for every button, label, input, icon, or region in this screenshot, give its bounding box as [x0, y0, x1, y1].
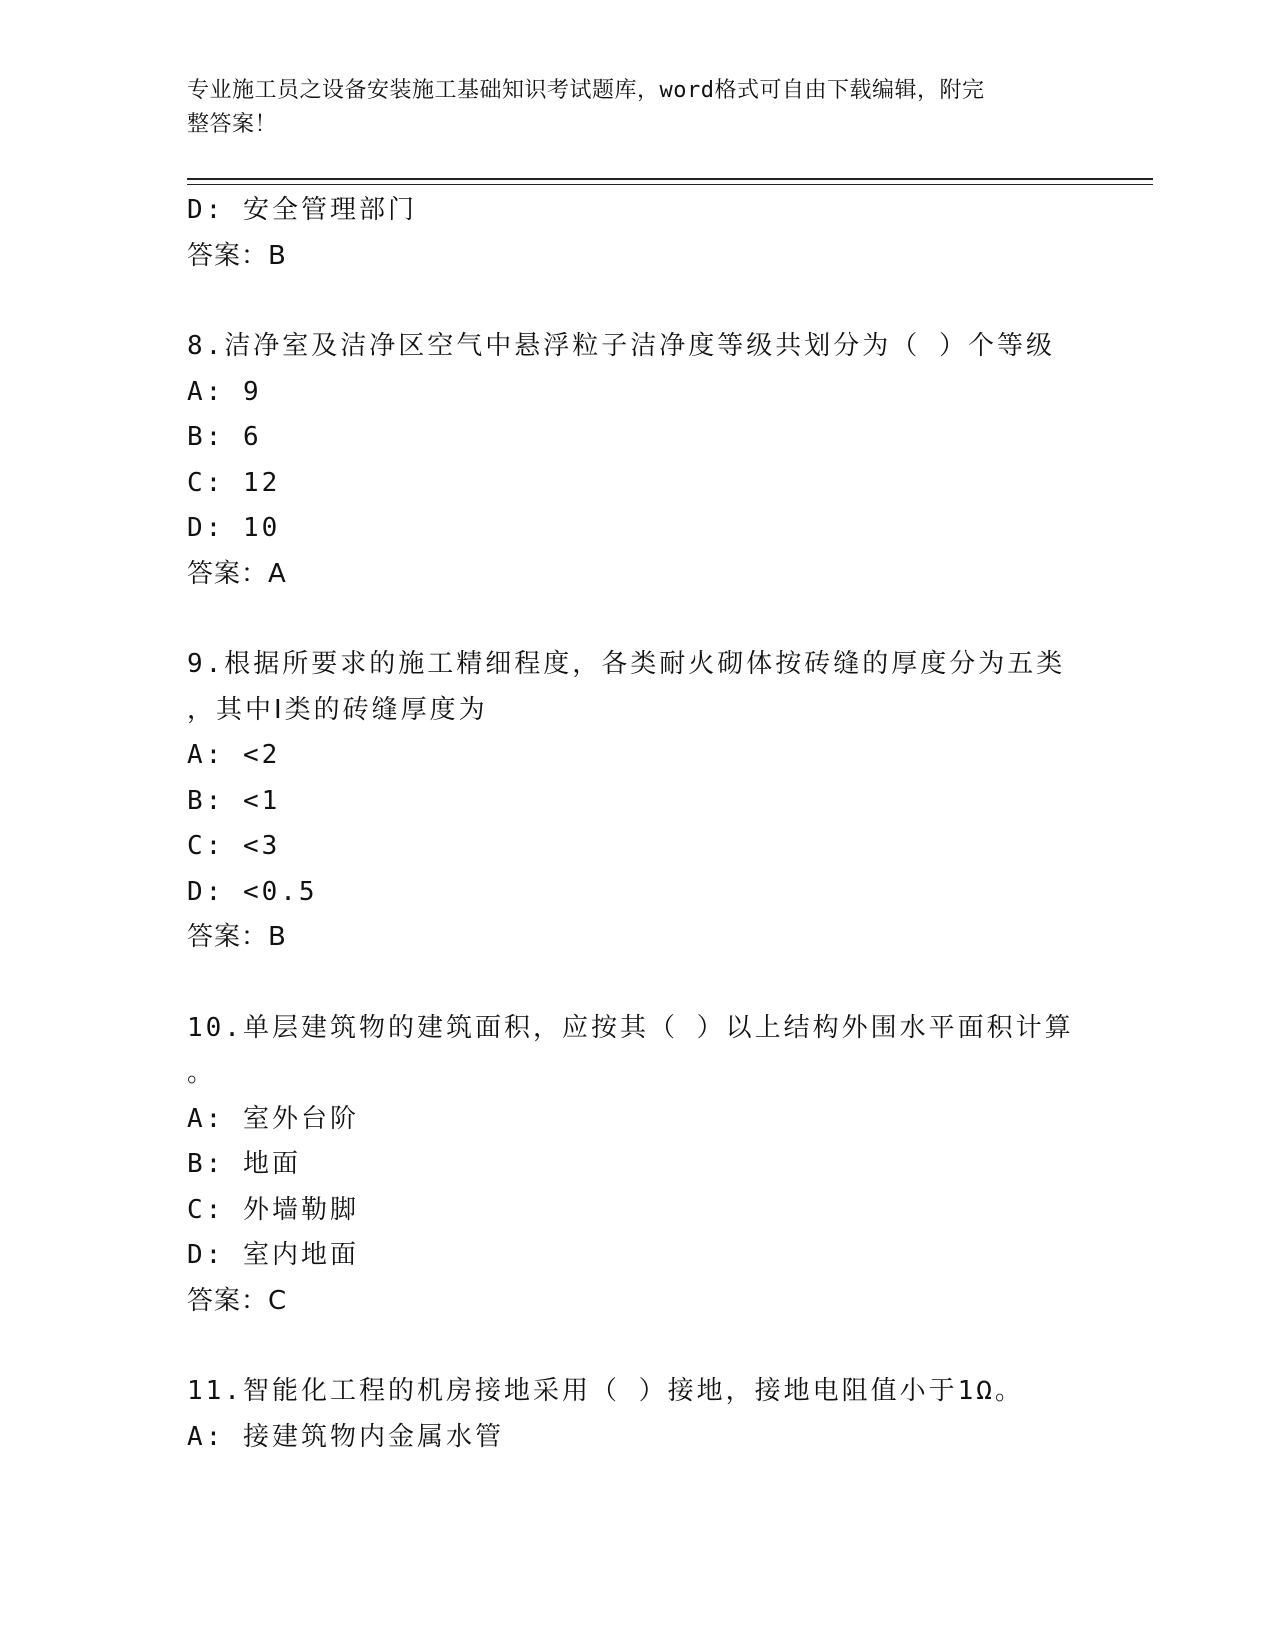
- q7-option-d: D: 安全管理部门: [187, 195, 417, 225]
- q11-option-a: A: 接建筑物内金属水管: [187, 1421, 504, 1452]
- q8-answer: 答案：A: [187, 558, 287, 589]
- question-8: [187, 324, 1067, 597]
- q9-option-b: B: <1: [187, 785, 281, 816]
- q9-option-d: D: <0.5: [187, 876, 318, 907]
- spacer: [187, 279, 1067, 324]
- document-header: [187, 74, 1067, 142]
- q8-stem: 8.洁净室及洁净区空气中悬浮粒子洁净度等级共划分为（ ）个等级: [187, 331, 1055, 361]
- header-line-1: 专业施工员之设备安装施工基础知识考试题库，word格式可自由下载编辑，附完: [187, 78, 985, 103]
- q7-answer: 答案：B: [187, 240, 287, 271]
- q10-option-a: A: 室外台阶: [187, 1103, 359, 1134]
- q11-stem: 11.智能化工程的机房接地采用（ ）接地，接地电阻值小于1Ω。: [187, 1376, 1024, 1406]
- q9-stem-line-2: ，其中Ⅰ类的砖缝厚度为: [187, 694, 488, 725]
- question-list: [187, 188, 1074, 1460]
- question-9: [187, 642, 1067, 961]
- q8-option-d: D: 10: [187, 513, 281, 543]
- q10-stem-line-2: 。: [187, 1058, 217, 1088]
- question-10: [187, 1006, 1074, 1325]
- spacer: [187, 961, 1067, 1006]
- q9-option-a: A: <2: [187, 740, 281, 770]
- q10-option-d: D: 室内地面: [187, 1240, 359, 1270]
- spacer: [187, 1324, 1067, 1369]
- q9-answer: 答案：B: [187, 922, 287, 952]
- header-line-2: 整答案！: [187, 112, 278, 137]
- header-divider-thin: [187, 184, 1153, 185]
- q10-answer: 答案：C: [187, 1285, 288, 1316]
- q8-option-a: A: 9: [187, 376, 262, 407]
- spacer: [187, 597, 1067, 642]
- q9-stem-line-1: 9.根据所要求的施工精细程度，各类耐火砌体按砖缝的厚度分为五类: [187, 649, 1066, 679]
- q10-stem-line-1: 10.单层建筑物的建筑面积，应按其（ ）以上结构外围水平面积计算: [187, 1012, 1074, 1043]
- header-divider-thick: [187, 178, 1153, 180]
- q10-option-c: C: 外墙勒脚: [187, 1194, 359, 1225]
- q9-option-c: C: <3: [187, 831, 281, 861]
- question-11: [187, 1369, 1067, 1460]
- q8-option-b: B: 6: [187, 422, 262, 452]
- q8-option-c: C: 12: [187, 467, 281, 498]
- q10-option-b: B: 地面: [187, 1149, 301, 1179]
